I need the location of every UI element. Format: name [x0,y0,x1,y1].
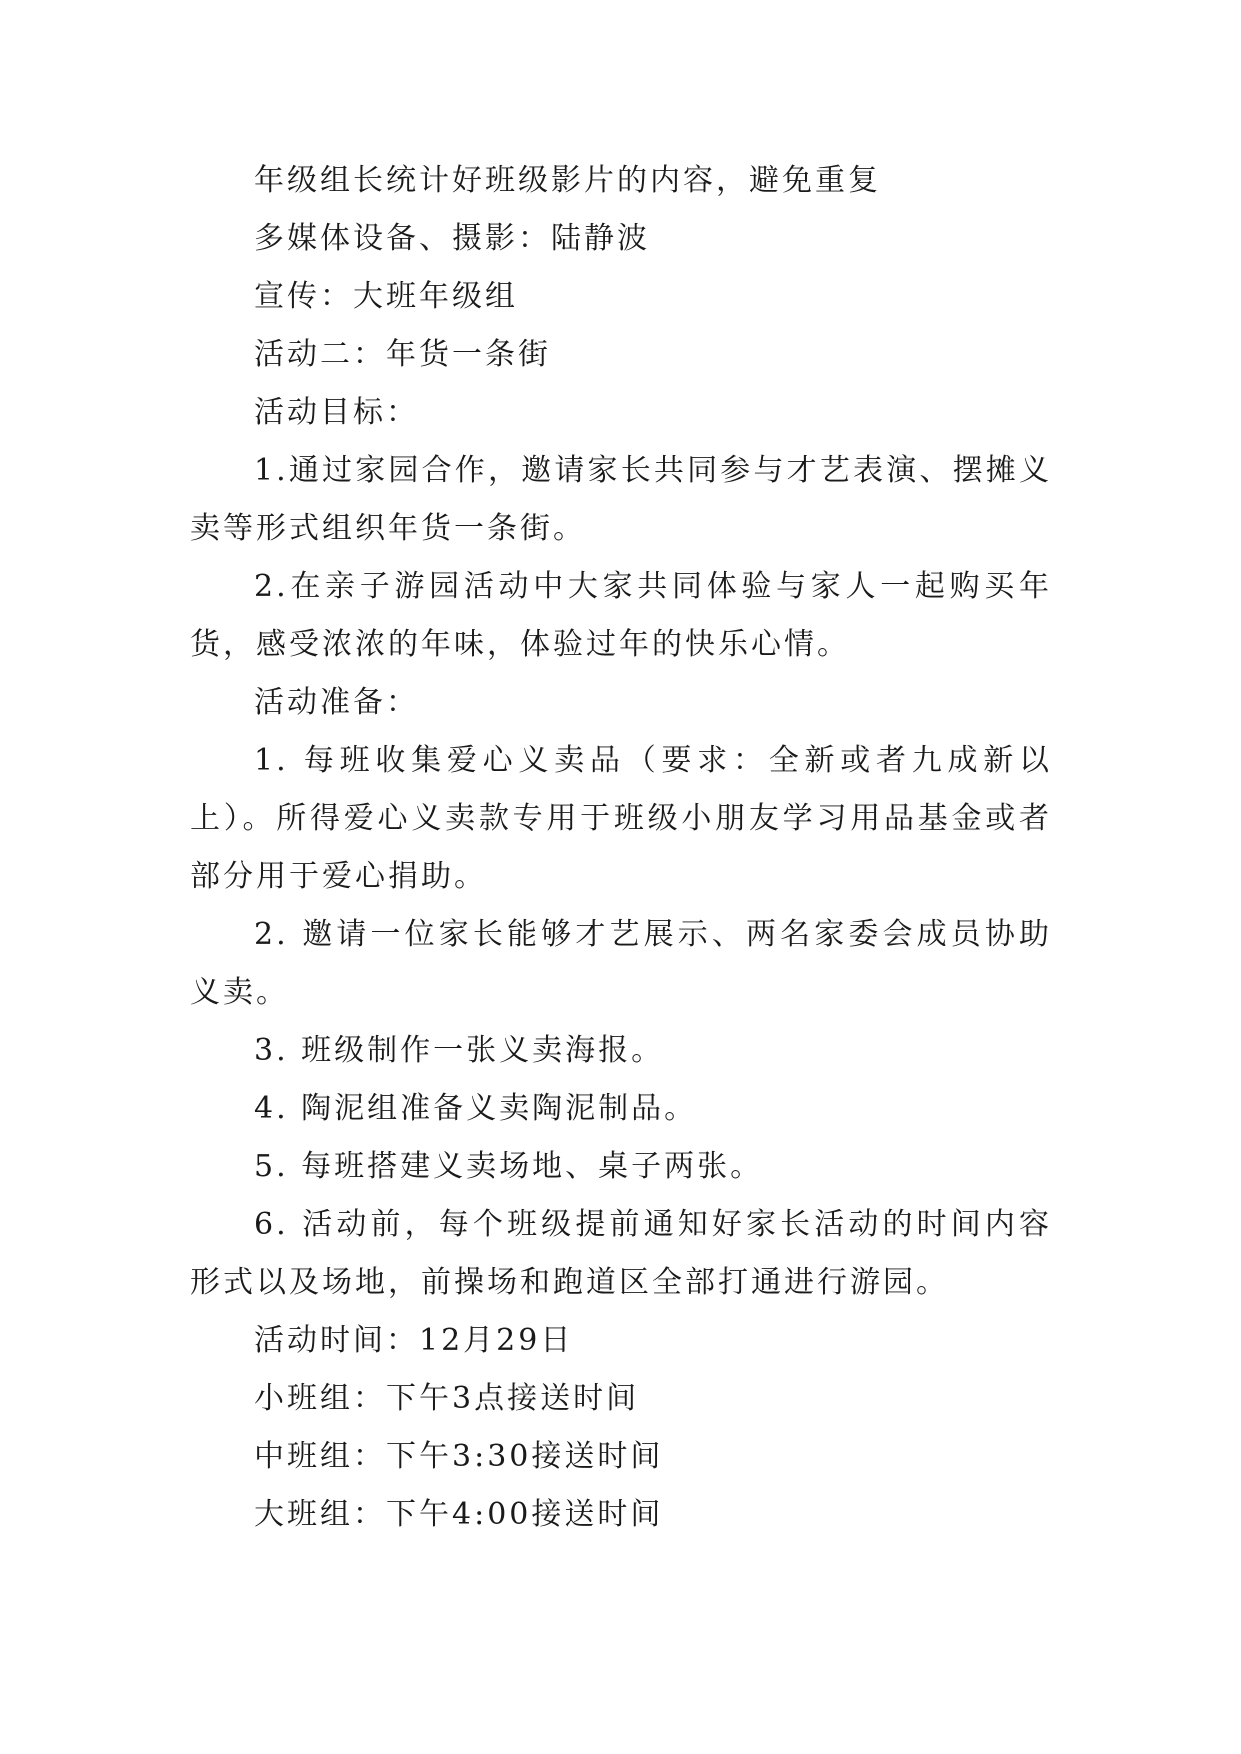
heading-activity-preparation: 活动准备： [254,685,419,720]
paragraph-publicity: 宣传：大班年级组 [254,279,518,314]
preparation-item-2: 2. 邀请一位家长能够才艺展示、两名家委会成员协助义卖。 [190,917,1052,1010]
goal-item-1: 1.通过家园合作，邀请家长共同参与才艺表演、摆摊义卖等形式组织年货一条街。 [190,453,1052,546]
heading-activity-two: 活动二：年货一条街 [254,337,551,372]
heading-activity-goals: 活动目标： [254,395,419,430]
paragraph-multimedia: 多媒体设备、摄影：陆静波 [254,221,650,256]
preparation-item-6: 6. 活动前，每个班级提前通知好家长活动的时间内容形式以及场地，前操场和跑道区全部打通进行游园。 [190,1207,1052,1300]
preparation-item-4: 4. 陶泥组准备义卖陶泥制品。 [254,1091,698,1126]
goal-item-2: 2.在亲子游园活动中大家共同体验与家人一起购买年货，感受浓浓的年味，体验过年的快乐心情。 [190,569,1052,662]
schedule-large-class: 大班组：下午4:00接送时间 [254,1497,664,1532]
paragraph-video-content: 年级组长统计好班级影片的内容，避免重复 [254,163,881,198]
document-body [190,152,1052,1544]
schedule-middle-class: 中班组：下午3:30接送时间 [254,1439,664,1474]
preparation-item-5: 5. 每班搭建义卖场地、桌子两张。 [254,1149,764,1184]
activity-time: 活动时间：12月29日 [254,1323,574,1358]
preparation-item-1: 1. 每班收集爱心义卖品（要求：全新或者九成新以上）。所得爱心义卖款专用于班级小朋友学习用品基金或者部分用于爱心捐助。 [190,743,1052,894]
schedule-small-class: 小班组：下午3点接送时间 [254,1381,640,1416]
preparation-item-3: 3. 班级制作一张义卖海报。 [254,1033,665,1068]
